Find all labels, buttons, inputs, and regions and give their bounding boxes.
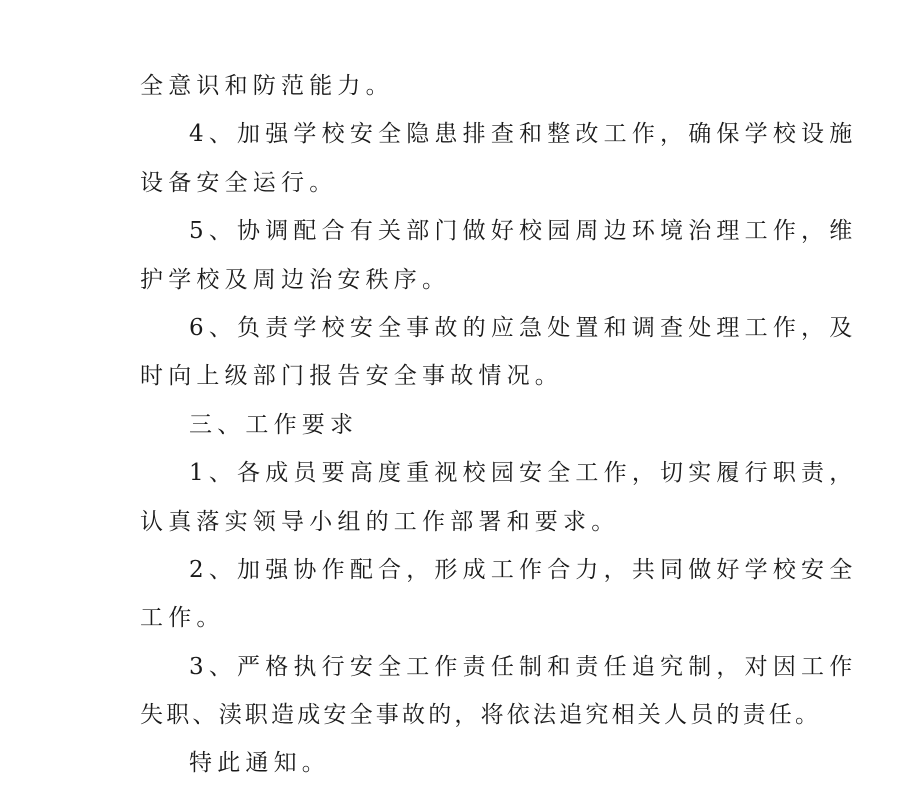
paragraph-line: 4、加强学校安全隐患排查和整改工作，确保学校设施 [189, 121, 858, 148]
paragraph-line: 认真落实领导小组的工作部署和要求。 [140, 508, 620, 535]
document-page [140, 62, 858, 788]
paragraph-line: 2、加强协作配合，形成工作合力，共同做好学校安全 [189, 556, 858, 583]
paragraph-line: 5、协调配合有关部门做好校园周边环境治理工作，维 [189, 218, 858, 245]
paragraph-line: 6、负责学校安全事故的应急处置和调查处理工作，及 [189, 314, 858, 341]
paragraph-line: 全意识和防范能力。 [140, 73, 394, 99]
paragraph-line: 时向上级部门报告安全事故情况。 [140, 363, 563, 390]
paragraph-line: 1、各成员要高度重视校园安全工作，切实履行职责， [189, 460, 858, 487]
paragraph-line: 3、严格执行安全工作责任制和责任追究制，对因工作 [189, 653, 858, 680]
paragraph-line: 失职、渎职造成安全事故的，将依法追究相关人员的责任。 [140, 702, 822, 729]
paragraph-line: 设备安全运行。 [140, 169, 338, 196]
section-heading: 三、工作要求 [189, 411, 359, 438]
paragraph-line: 工作。 [140, 605, 225, 632]
paragraph-line: 护学校及周边治安秩序。 [140, 266, 451, 293]
closing-line: 特此通知。 [189, 750, 330, 777]
